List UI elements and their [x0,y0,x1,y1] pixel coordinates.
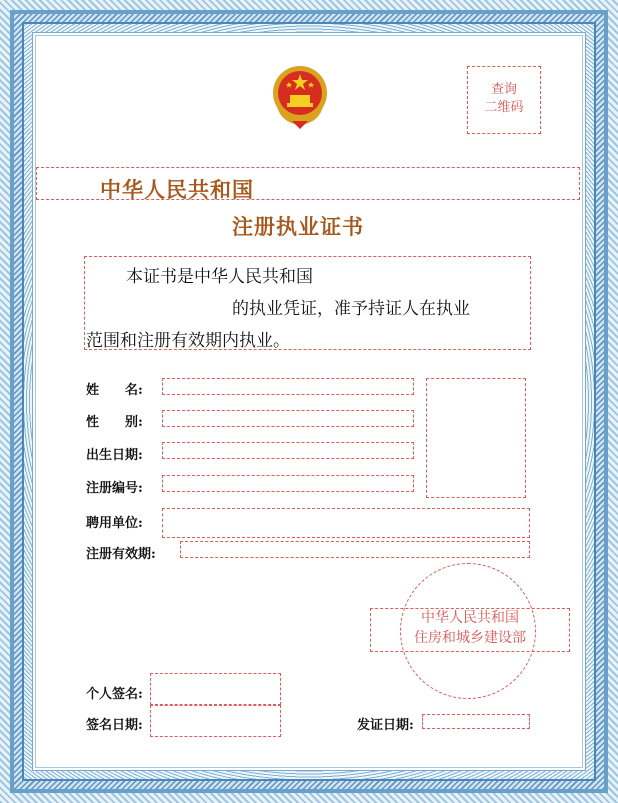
issuer-text [370,608,570,648]
sign-date-field[interactable] [150,705,281,737]
qr-label-line1: 查询 [490,82,517,97]
reg-no-label: 注册编号: [86,481,143,496]
sign-date-label: 签名日期: [86,718,143,733]
reg-no-field[interactable] [162,475,414,492]
intro-line-1: 本证书是中华人民共和国 [126,267,313,287]
qr-label-line2: 二维码 [484,100,524,115]
national-emblem-icon [270,63,330,131]
issue-date-field[interactable] [422,714,530,729]
validity-field[interactable] [180,541,530,558]
birth-date-field[interactable] [162,442,414,459]
employer-field[interactable] [162,508,530,538]
intro-line-3: 范围和注册有效期内执业。 [86,331,290,351]
gender-label: 性 别: [86,415,143,430]
name-label: 姓 名: [86,383,143,398]
gender-field[interactable] [162,410,414,427]
title-document: 注册执业证书 [232,215,364,239]
employer-label: 聘用单位: [86,516,143,531]
title-country: 中华人民共和国 [100,178,254,202]
personal-signature-field[interactable] [150,673,281,705]
photo-placeholder [426,378,526,498]
issue-date-label: 发证日期: [357,718,414,733]
validity-label: 注册有效期: [86,547,156,562]
issuer-line-2: 住房和城乡建设部 [414,630,526,646]
name-field[interactable] [162,378,414,395]
birth-date-label: 出生日期: [86,448,143,463]
intro-line-2: 的执业凭证，准予持证人在执业 [232,299,470,319]
personal-signature-label: 个人签名: [86,687,143,702]
qr-code-placeholder [467,66,541,134]
issuer-line-1: 中华人民共和国 [421,610,519,626]
